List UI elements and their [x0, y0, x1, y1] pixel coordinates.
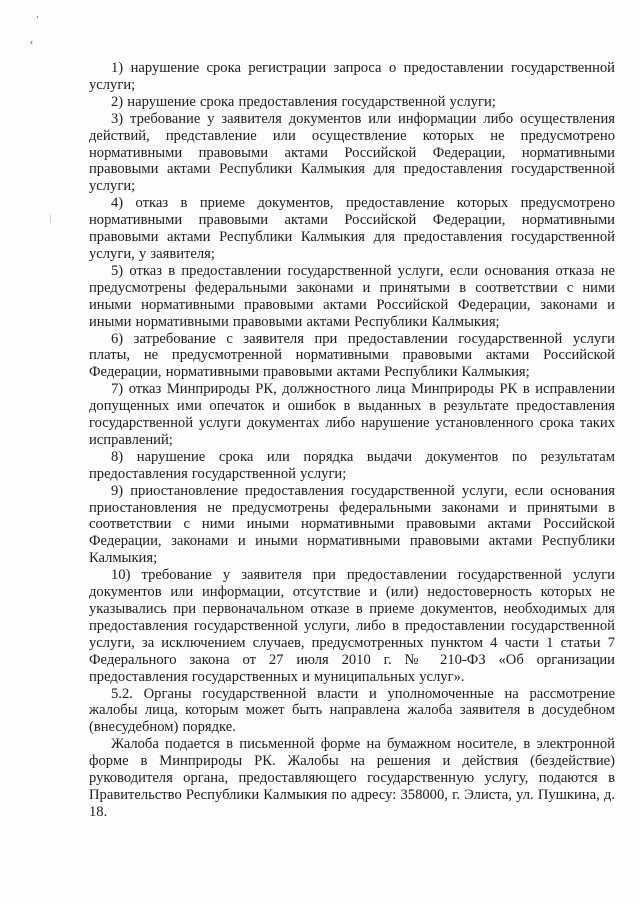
list-item-7: 7) отказ Минприроды РК, должностного лица Минприроды РК в исправлении допущенных ими опечаток и ошибок в выданных в результате предоставления государственной услуги документах либо нарушение установленного срока таких исправлений;: [89, 381, 615, 448]
scan-artifact-line: [50, 215, 51, 223]
list-item-9: 9) приостановление предоставления государственной услуги, если основания приостановления не предусмотрены федеральными законами и принятыми в соответствии с ними иными нормативными правовыми актами Российской Федерации, законами и иными нормативными правовыми актами Республики Калмыкия;: [89, 482, 615, 567]
document-body: [89, 60, 615, 821]
scan-mark: ,: [36, 9, 39, 19]
list-item-8: 8) нарушение срока или порядка выдачи документов по результатам предоставления государственной услуги;: [89, 448, 615, 482]
list-item-6: 6) затребование с заявителя при предоставлении государственной услуги платы, не предусмотренной нормативными правовыми актами Российской Федерации, нормативными правовыми актами Республики Калмыкия;: [89, 330, 615, 381]
scan-mark: ‹: [30, 37, 33, 47]
section-5-2: 5.2. Органы государственной власти и уполномоченные на рассмотрение жалобы лица, которым может быть направлена жалоба заявителя в досудебном (внесудебном) порядке.: [89, 685, 615, 736]
list-item-1: 1) нарушение срока регистрации запроса о предоставлении государственной услуги;: [89, 60, 615, 93]
list-item-10: 10) требование у заявителя при предоставлении государственной услуги документов или информации, отсутствие и (или) недостоверность которых не указывались при первоначальном отказе в приеме документов, необходимых для предоставления государственной услуги, либо в предоставлении государственной услуги, за исключением случаев, предусмотренных пунктом 4 части 1 статьи 7 Федерального закона от 27 июля 2010 г. № 210-ФЗ «Об организации предоставления государственных и муниципальных услуг».: [89, 567, 615, 685]
list-item-3: 3) требование у заявителя документов или информации либо осуществления действий, представление или осуществление которых не предусмотрено нормативными правовыми актами Российской Федерации, нормативными правовыми актами Республики Калмыкия для предоставления государственной услуги;: [89, 110, 615, 195]
list-item-5: 5) отказ в предоставлении государственной услуги, если основания отказа не предусмотрены федеральными законами и принятыми в соответствии с ними иными нормативными правовыми актами Российской Федерации, законами и иными нормативными правовыми актами Республики Калмыкия;: [89, 262, 615, 330]
list-item-4: 4) отказ в приеме документов, предоставление которых предусмотрено нормативными правовыми актами Российской Федерации, нормативными правовыми актами Республики Калмыкия для предоставления государственной услуги, у заявителя;: [89, 195, 615, 262]
complaint-paragraph: Жалоба подается в письменной форме на бумажном носителе, в электронной форме в Минприроды РК. Жалобы на решения и действия (бездействие) руководителя органа, предоставляющего государственную услугу, подаются в Правительство Республики Калмыкия по адресу: 358000, г. Элиста, ул. Пушкина, д. 18.: [89, 736, 615, 820]
list-item-2: 2) нарушение срока предоставления государственной услуги;: [111, 93, 496, 110]
